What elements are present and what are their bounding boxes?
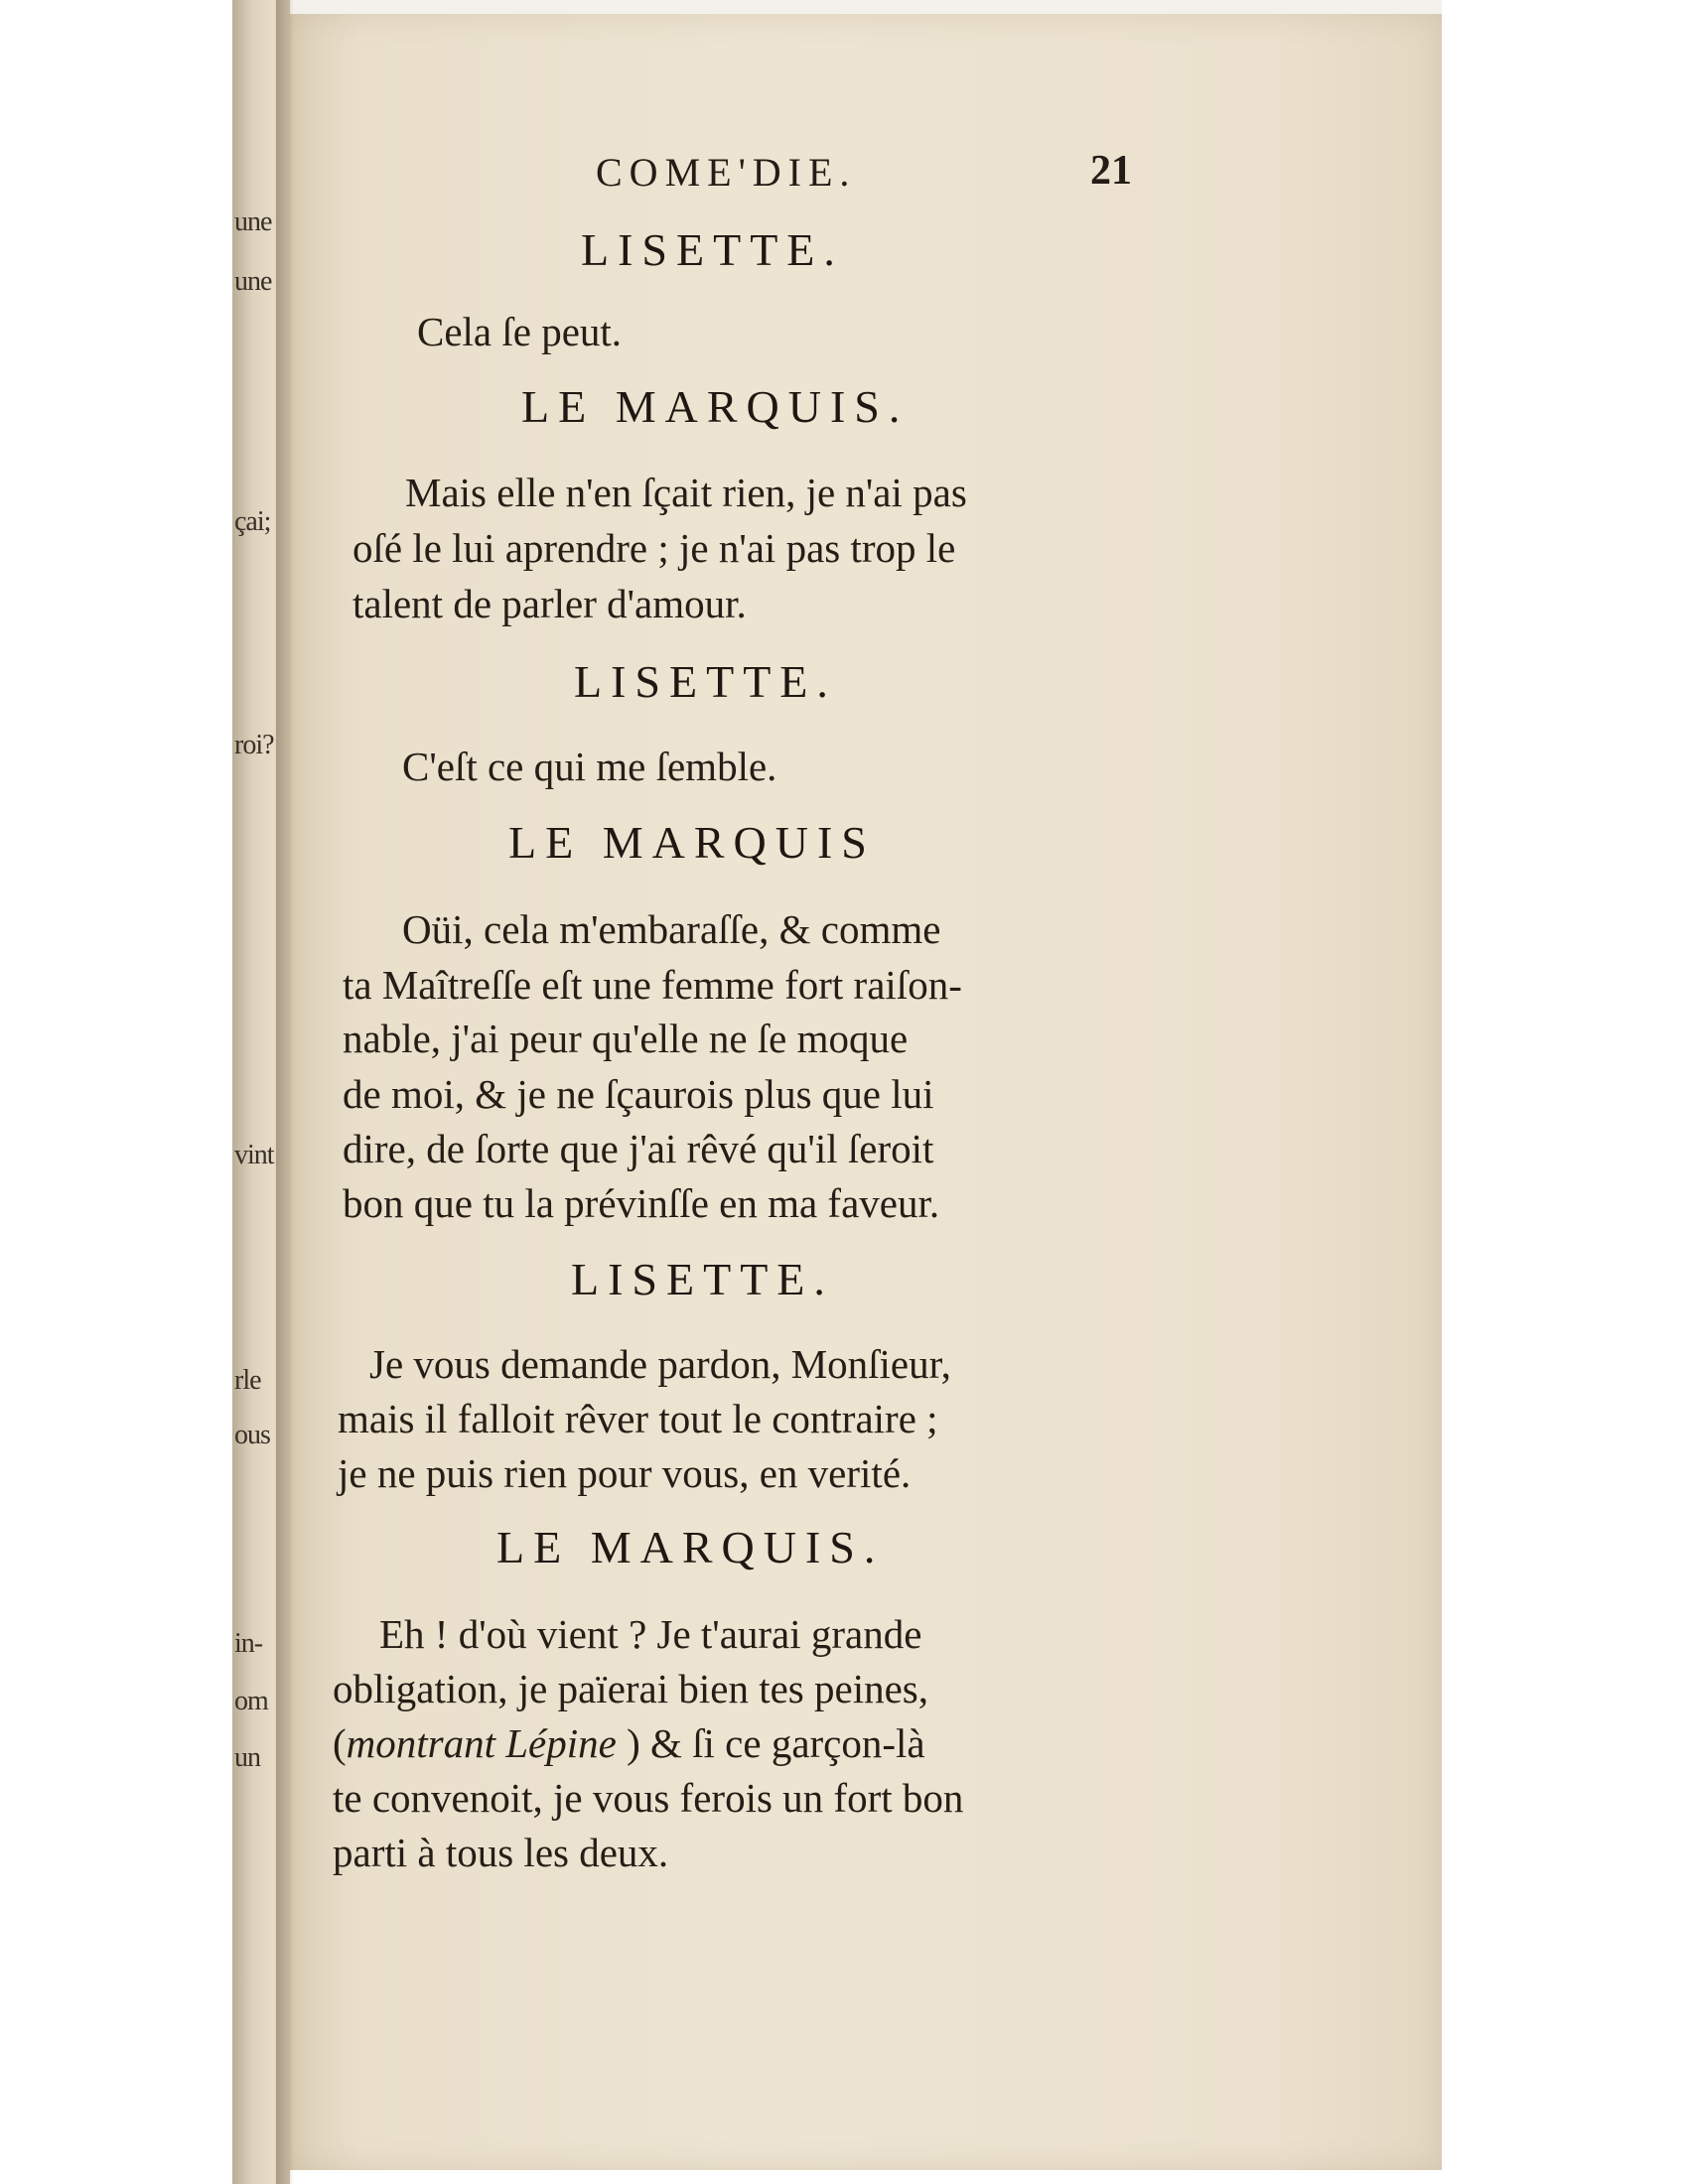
speech-line: te convenoit, je vous ferois un fort bon	[333, 1775, 964, 1821]
speaker-heading: LE MARQUIS.	[521, 381, 910, 432]
parenthesis-open: (	[333, 1720, 347, 1766]
facing-page-fragment: roi?	[234, 730, 274, 760]
speech-line: Eh ! d'où vient ? Je t'aurai grande	[379, 1611, 922, 1657]
speech-line: Mais elle n'en ſçait rien, je n'ai pas	[405, 470, 967, 515]
facing-page-fragment: rle	[234, 1365, 261, 1396]
speaker-heading: LISETTE.	[581, 224, 844, 275]
page-number: 21	[1090, 148, 1132, 194]
book-gutter-shadow	[276, 0, 294, 2184]
speech-line-rest: ) & ſi ce garçon-là	[627, 1720, 925, 1766]
facing-page-fragment: in-	[234, 1628, 263, 1659]
speech-line: Je vous demande pardon, Monſieur,	[369, 1341, 951, 1387]
facing-page-fragment: une	[234, 266, 272, 297]
facing-page-fragment: om	[234, 1686, 268, 1716]
speech-line-with-stage-direction	[333, 1719, 925, 1767]
speech-line: talent de parler d'amour.	[352, 581, 747, 626]
speech-line: oſé le lui aprendre ; je n'ai pas trop le	[352, 525, 956, 571]
speech-line: Oüi, cela m'embaraſſe, & comme	[402, 906, 941, 952]
speech-line: bon que tu la prévinſſe en ma faveur.	[343, 1180, 940, 1226]
facing-page-fragment: une	[234, 206, 272, 237]
speaker-heading: LE MARQUIS	[508, 817, 876, 868]
speech-line: je ne puis rien pour vous, en verité.	[338, 1450, 912, 1496]
speech-line: dire, de ſorte que j'ai rêvé qu'il ſeroit	[343, 1126, 934, 1171]
facing-page-fragment: vint	[234, 1140, 274, 1170]
page-top-edge	[290, 0, 1442, 14]
running-head: COME'DIE.	[596, 150, 857, 195]
speech-line: ta Maîtreſſe eſt une femme fort raiſon-	[343, 962, 962, 1008]
speech-line: mais il falloit rêver tout le contraire ;	[338, 1396, 938, 1441]
facing-page-fragment: çai;	[234, 506, 271, 537]
speaker-heading: LE MARQUIS.	[496, 1522, 885, 1572]
stage-direction: montrant Lépine	[346, 1720, 617, 1766]
facing-page-fragment: ous	[234, 1420, 270, 1450]
speech-line: nable, j'ai peur qu'elle ne ſe moque	[343, 1016, 909, 1061]
speech-line: C'eſt ce qui me ſemble.	[402, 744, 777, 789]
facing-page-fragment: un	[234, 1742, 260, 1773]
speaker-heading: LISETTE.	[574, 656, 837, 707]
speech-line: de moi, & je ne ſçaurois plus que lui	[343, 1071, 934, 1117]
speech-line: parti à tous les deux.	[333, 1830, 669, 1875]
speaker-heading: LISETTE.	[571, 1254, 834, 1304]
speech-line: Cela ſe peut.	[417, 309, 623, 354]
speech-line: obligation, je païerai bien tes peines,	[333, 1666, 929, 1711]
